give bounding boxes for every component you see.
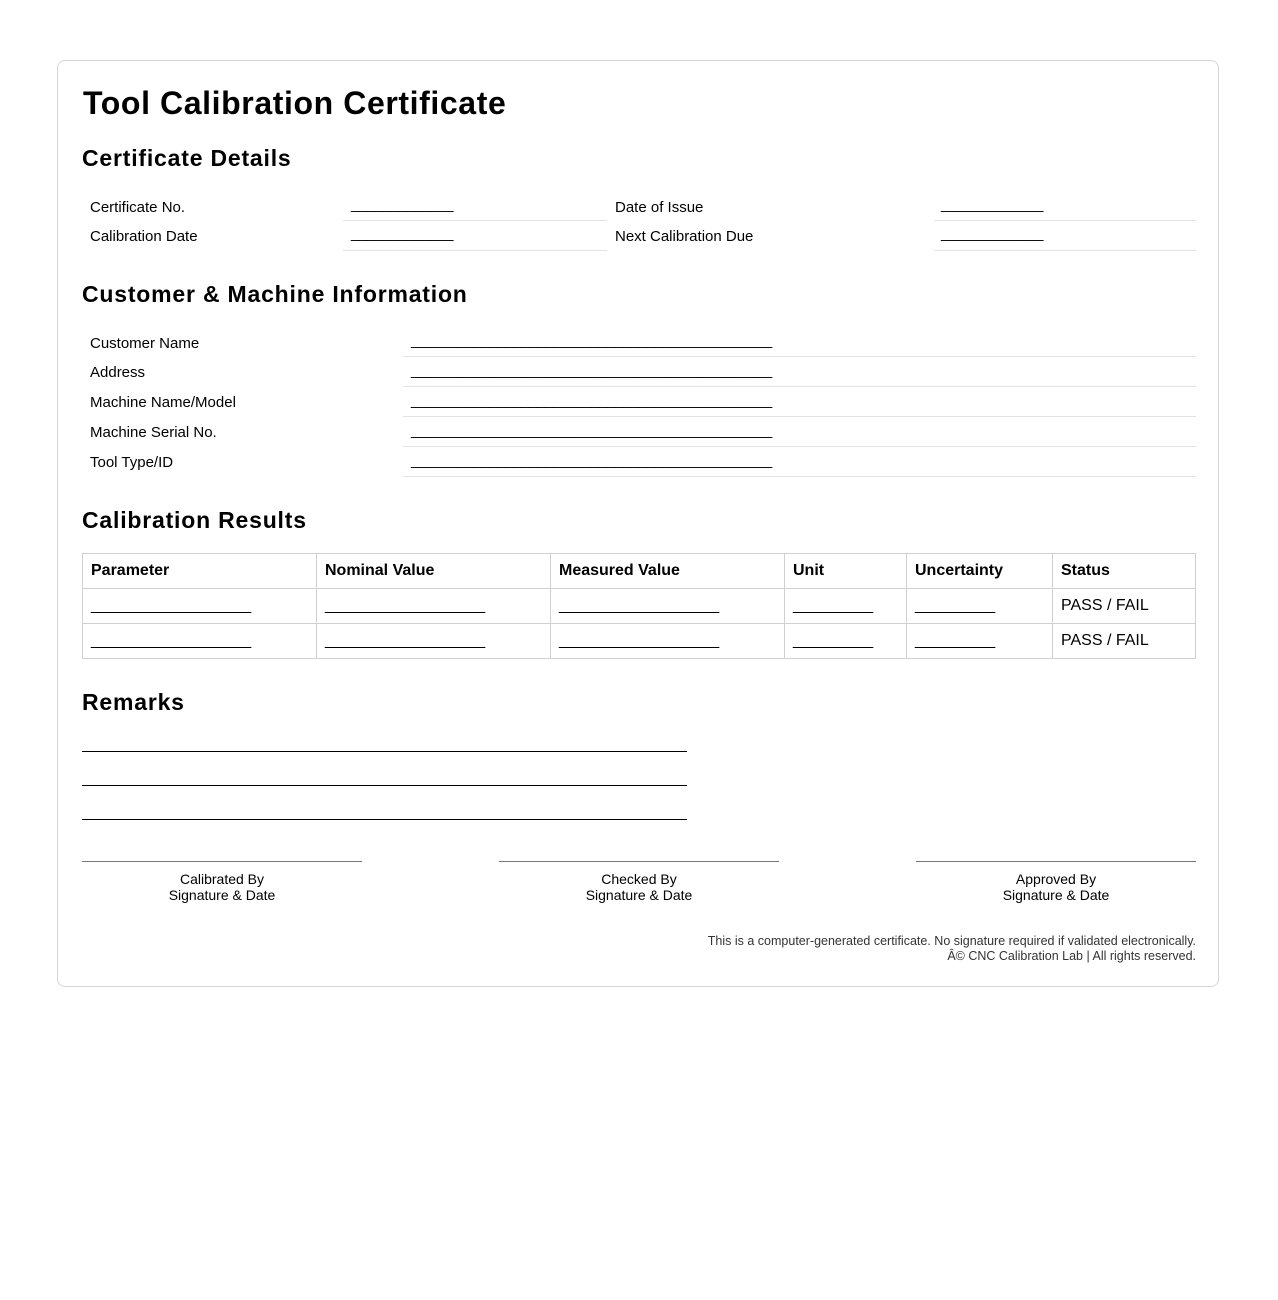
cell-uncertainty[interactable]: _________ (907, 589, 1053, 624)
field-label-date-of-issue: Date of Issue (615, 199, 704, 216)
cell-parameter[interactable]: __________________ (83, 624, 317, 659)
footer-note: This is a computer-generated certificate. No signature required if validated electronically. (707, 934, 1196, 948)
section-heading-certificate-details: Certificate Details (82, 145, 292, 171)
signature-line[interactable] (916, 861, 1196, 862)
calibration-results-table (82, 553, 1196, 659)
remarks-line[interactable] (82, 785, 687, 786)
column-header-status: Status (1053, 554, 1196, 589)
column-header-nominal-value: Nominal Value (317, 554, 551, 589)
signature-subtitle: Signature & Date (585, 887, 693, 903)
signature-line[interactable] (82, 861, 362, 862)
row-divider (403, 446, 1196, 447)
field-value-calibration-date[interactable]: _____________ (351, 225, 453, 242)
field-label-tool-type-id: Tool Type/ID (90, 454, 174, 471)
cell-measured-value[interactable]: __________________ (551, 624, 785, 659)
row-divider (403, 386, 1196, 387)
column-header-uncertainty: Uncertainty (907, 554, 1053, 589)
remarks-line[interactable] (82, 819, 687, 820)
section-heading-calibration-results: Calibration Results (82, 507, 307, 533)
footer-copyright: Â© CNC Calibration Lab | All rights reserved. (947, 949, 1196, 963)
row-divider (403, 476, 1196, 477)
section-heading-customer-machine: Customer & Machine Information (82, 281, 468, 307)
cell-uncertainty[interactable]: _________ (907, 624, 1053, 659)
section-heading-remarks: Remarks (82, 689, 185, 715)
field-value-tool-type-id[interactable]: ______________________________________________ (411, 452, 772, 469)
cell-nominal-value[interactable]: __________________ (317, 624, 551, 659)
row-divider (343, 220, 607, 221)
field-value-next-calibration-due[interactable]: _____________ (941, 225, 1043, 242)
remarks-line[interactable] (82, 751, 687, 752)
table-header-row (83, 554, 1196, 589)
field-label-machine-serial-no: Machine Serial No. (90, 424, 217, 441)
field-label-machine-name-model: Machine Name/Model (90, 394, 236, 411)
field-label-next-calibration-due: Next Calibration Due (615, 228, 754, 245)
field-value-certificate-no[interactable]: _____________ (351, 196, 453, 213)
field-value-customer-name[interactable]: ______________________________________________ (411, 332, 772, 349)
column-header-measured-value: Measured Value (551, 554, 785, 589)
field-value-machine-name-model[interactable]: ______________________________________________ (411, 392, 772, 409)
field-label-certificate-no: Certificate No. (90, 199, 186, 216)
signature-block-approved-by (916, 861, 1196, 903)
field-label-address: Address (90, 364, 146, 381)
signature-role: Calibrated By (179, 871, 265, 887)
cell-status[interactable]: PASS / FAIL (1053, 589, 1196, 624)
cell-parameter[interactable]: __________________ (83, 589, 317, 624)
row-divider (343, 250, 607, 251)
table-row (83, 624, 1196, 659)
field-value-machine-serial-no[interactable]: ______________________________________________ (411, 422, 772, 439)
signature-block-calibrated-by (82, 861, 362, 903)
column-header-parameter: Parameter (83, 554, 317, 589)
cell-nominal-value[interactable]: __________________ (317, 589, 551, 624)
row-divider (934, 220, 1196, 221)
signature-block-checked-by (499, 861, 779, 903)
row-divider (403, 416, 1196, 417)
row-divider (403, 356, 1196, 357)
cell-status[interactable]: PASS / FAIL (1053, 624, 1196, 659)
field-label-customer-name: Customer Name (90, 335, 200, 352)
column-header-unit: Unit (785, 554, 907, 589)
field-label-calibration-date: Calibration Date (90, 228, 198, 245)
cell-unit[interactable]: _________ (785, 589, 907, 624)
row-divider (934, 250, 1196, 251)
signature-line[interactable] (499, 861, 779, 862)
cell-measured-value[interactable]: __________________ (551, 589, 785, 624)
table-row (83, 589, 1196, 624)
cell-unit[interactable]: _________ (785, 624, 907, 659)
field-value-date-of-issue[interactable]: _____________ (941, 196, 1043, 213)
signature-subtitle: Signature & Date (168, 887, 276, 903)
signature-subtitle: Signature & Date (1002, 887, 1110, 903)
signature-role: Checked By (601, 871, 677, 887)
footer (708, 934, 1196, 964)
certificate-card (57, 60, 1219, 987)
page-title: Tool Calibration Certificate (83, 85, 507, 121)
field-value-address[interactable]: ______________________________________________ (411, 362, 772, 379)
signature-role: Approved By (1015, 871, 1097, 887)
